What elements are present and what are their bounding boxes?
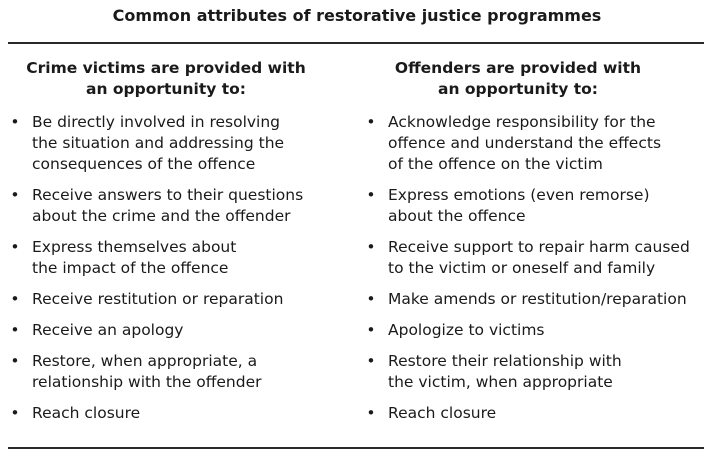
list-item-text: Express emotions (even remorse) about the offence [388, 186, 650, 225]
list-item [8, 351, 348, 393]
bullet-icon: • [10, 238, 20, 256]
list-item [8, 237, 348, 279]
list-item-text: Restore, when appropriate, a relationship with the offender [32, 352, 262, 391]
bullet-icon: • [10, 352, 20, 370]
bullet-icon: • [10, 113, 20, 131]
list-item-text: Apologize to victims [388, 321, 545, 339]
list-item-text: Receive restitution or reparation [32, 290, 284, 308]
victims-heading: Crime victims are provided with an opportunity to: [26, 59, 306, 98]
list-item-text: Receive support to repair harm caused to the victim or oneself and family [388, 238, 690, 277]
list-item [364, 403, 709, 424]
list-item-text: Acknowledge responsibility for the offence and understand the effects of the offence on the victim [388, 113, 662, 173]
top-rule [8, 42, 704, 44]
list-item [8, 289, 348, 310]
bullet-icon: • [366, 113, 376, 131]
list-item-text: Receive an apology [32, 321, 184, 339]
list-item-text: Receive answers to their questions about the crime and the offender [32, 186, 304, 225]
list-item [8, 185, 348, 227]
bullet-icon: • [10, 290, 20, 308]
list-item-text: Express themselves about the impact of the offence [32, 238, 237, 277]
bullet-icon: • [10, 404, 20, 422]
victims-list [8, 112, 348, 424]
list-item [8, 112, 348, 175]
bullet-icon: • [366, 290, 376, 308]
list-item-text: Reach closure [388, 404, 497, 422]
bullet-icon: • [366, 321, 376, 339]
list-item [8, 320, 348, 341]
offenders-list [364, 112, 709, 424]
bullet-icon: • [366, 404, 376, 422]
offenders-heading: Offenders are provided with an opportunity to: [394, 59, 642, 98]
bullet-icon: • [366, 238, 376, 256]
list-item-text: Make amends or restitution/reparation [388, 290, 687, 308]
list-item [364, 351, 709, 393]
list-item [364, 112, 709, 175]
list-item [8, 403, 348, 424]
list-item-text: Be directly involved in resolving the situation and addressing the consequences of the offence [32, 113, 285, 173]
list-item-text: Reach closure [32, 404, 141, 422]
list-item [364, 237, 709, 279]
list-item [364, 289, 709, 310]
table-title: Common attributes of restorative justice programmes [112, 6, 602, 25]
list-item [364, 185, 709, 227]
bullet-icon: • [366, 186, 376, 204]
bullet-icon: • [366, 352, 376, 370]
list-item [364, 320, 709, 341]
bottom-rule [8, 447, 704, 449]
bullet-icon: • [10, 186, 20, 204]
bullet-icon: • [10, 321, 20, 339]
list-item-text: Restore their relationship with the victim, when appropriate [388, 352, 622, 391]
victims-column [8, 58, 348, 434]
offenders-column [364, 58, 709, 434]
